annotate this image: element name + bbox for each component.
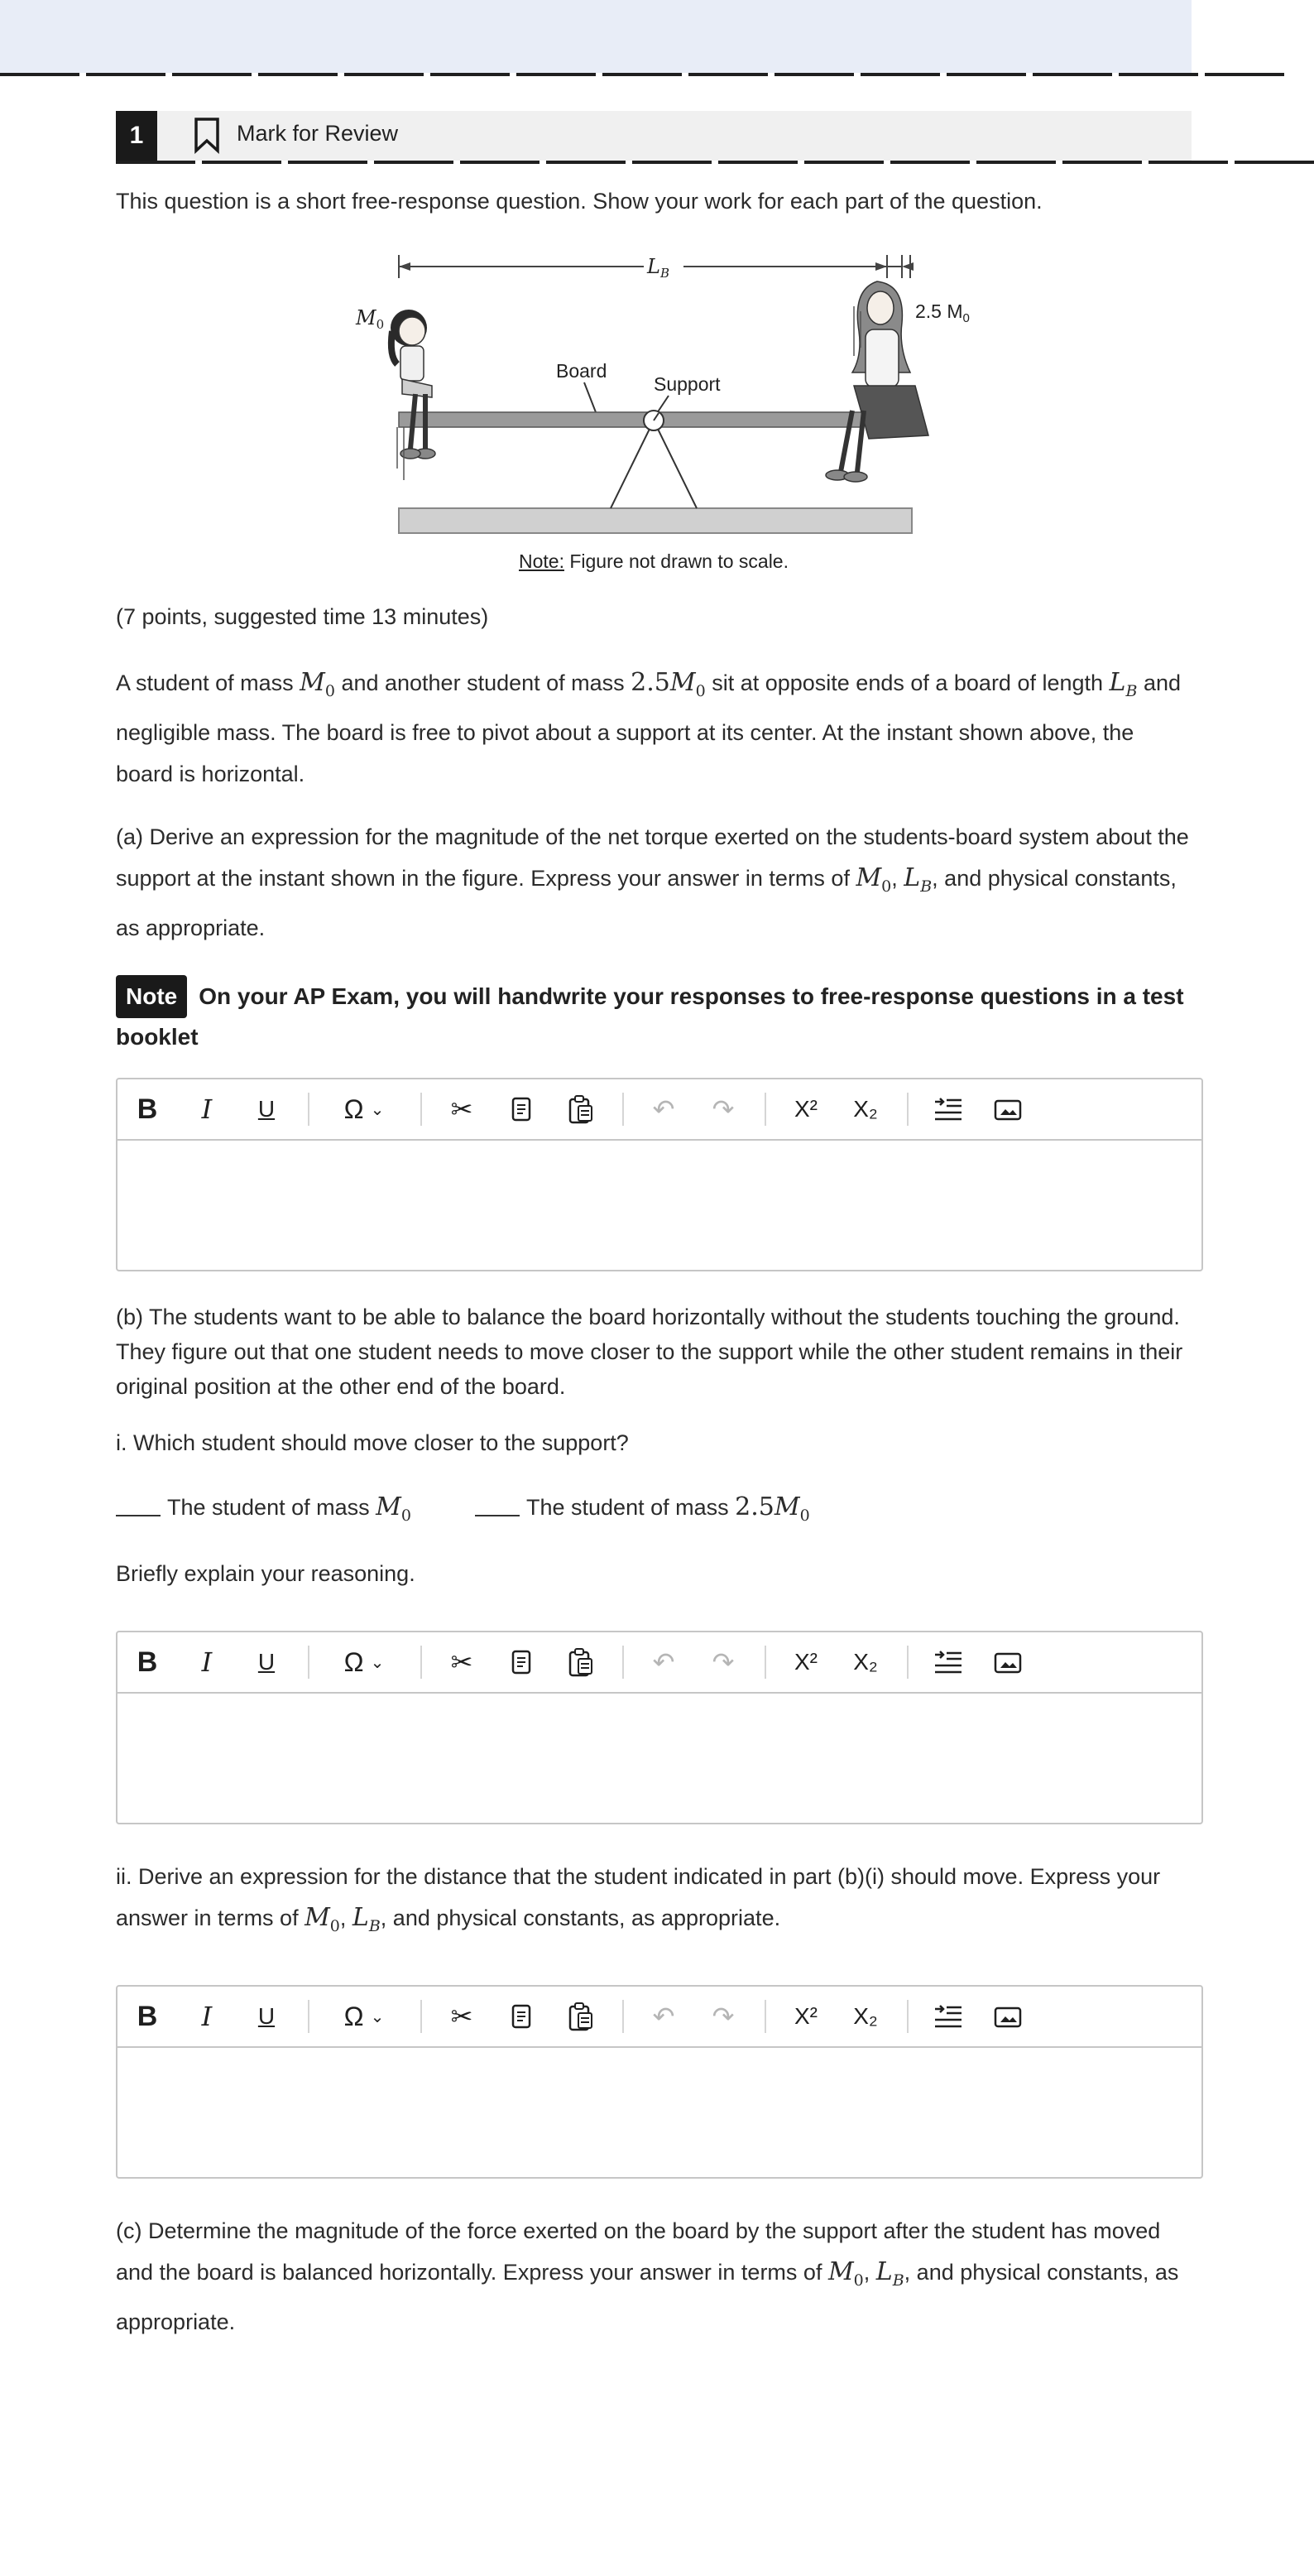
undo-icon[interactable]: ↶ [652,2002,675,2031]
top-band [0,0,1192,73]
indent-icon[interactable] [930,1091,966,1127]
part-b-ii-question: ii. Derive an expression for the distance that the student indicated in part (b)(i) should move. Express your answer in terms of $M_0$, $L_B$, and physical constants, as appropriate. [116,1864,1161,1935]
special-characters-button[interactable]: Ω ⌄ [343,1646,385,1677]
length-label: $L_B$ [647,255,669,281]
answer-choice-2-5m0[interactable]: The student of mass $2.5M_0$ [475,1487,971,1536]
response-textarea[interactable] [117,2048,1201,2177]
undo-icon[interactable]: ↶ [652,1647,675,1677]
seesaw-figure [339,232,970,588]
intro-text: This question is a short free-response question. Show your work for each part of the question. [116,189,1043,214]
underline-button[interactable]: U [257,1096,276,1122]
italic-button[interactable]: I [201,2001,213,2032]
subscript-button[interactable]: X₂ [853,1649,878,1675]
image-icon[interactable] [990,1091,1026,1127]
response-editor-a [116,1078,1203,1271]
editor-toolbar [117,1079,1201,1141]
subscript-button[interactable]: X₂ [853,1096,878,1122]
special-characters-button[interactable]: Ω ⌄ [343,2001,385,2031]
special-characters-button[interactable]: Ω ⌄ [343,1093,385,1124]
italic-button[interactable]: I [201,1093,213,1125]
blank-line [116,1515,161,1516]
editor-toolbar [117,1987,1201,2048]
bold-button[interactable]: B [137,1646,158,1678]
chevron-down-icon: ⌄ [370,2007,385,2026]
part-b-text: (b) The students want to be able to balance the board horizontally without the students touching the ground. They figure out that one student needs to move closer to the support while the other student remains in their original position at the other end of the board. [116,1305,1183,1399]
image-icon[interactable] [990,1998,1026,2035]
part-c-text: (c) Determine the magnitude of the force exerted on the board by the support after the student has moved and the board is balanced horizontally. Express your answer in terms of $M_0$, $L_B$, and physical constants, as appropriate. [116,2218,1179,2334]
board-label: Board [556,360,607,382]
cut-icon[interactable]: ✂ [450,1647,473,1677]
part-a-text: (a) Derive an expression for the magnitude of the net torque exerted on the students-board system about the support at the instant shown in the figure. Express your answer in terms of $M_0$, $L_B$, and physical constants, as appropriate. [116,824,1189,940]
undo-icon[interactable]: ↶ [652,1094,675,1124]
figure-note: Note: Figure not drawn to scale. [518,550,789,572]
chevron-down-icon: ⌄ [370,1653,385,1672]
top-dashed-divider [0,73,1192,78]
cut-icon[interactable]: ✂ [450,2002,473,2031]
right-mass-label: 2.5 $M_0$ [915,300,970,325]
image-icon[interactable] [990,1644,1026,1680]
superscript-button[interactable]: X² [794,2003,818,2029]
left-mass-label: $M_0$ [356,306,385,332]
question-stem: A student of mass $M_0$ and another student of mass $2.5M_0$ sit at opposite ends of a board of length $L_B$ and negligible mass. The board is free to pivot about a support at its center. At the instant shown above, the board is horizontal. [116,668,1181,786]
points-text: (7 points, suggested time 13 minutes) [116,604,489,629]
bold-button[interactable]: B [137,1093,158,1125]
exam-note: Note On your AP Exam, you will handwrite your responses to free-response questions in a test booklet [116,975,1192,1056]
editor-toolbar [117,1632,1201,1694]
underline-button[interactable]: U [257,2003,276,2029]
subscript-button[interactable]: X₂ [853,2003,878,2029]
redo-icon[interactable]: ↷ [712,1647,735,1677]
response-textarea[interactable] [117,1141,1201,1270]
note-badge: Note [116,975,187,1018]
mark-for-review-button[interactable]: Mark for Review [237,121,399,146]
indent-icon[interactable] [930,1998,966,2035]
cut-icon[interactable]: ✂ [450,1094,473,1124]
italic-button[interactable]: I [201,1646,213,1678]
copy-icon[interactable] [503,1644,540,1680]
question-number: 1 [116,111,157,161]
answer-choice-m0[interactable]: The student of mass $M_0$ [116,1487,1192,1536]
paste-icon[interactable] [563,1091,599,1127]
response-editor-b-i [116,1631,1203,1824]
response-textarea[interactable] [117,1694,1201,1823]
bookmark-icon[interactable] [194,117,220,153]
header-dashed-divider [116,161,1192,166]
chevron-down-icon: ⌄ [370,1100,385,1119]
part-b-i-question: i. Which student should move closer to the support? [116,1430,629,1455]
bold-button[interactable]: B [137,2000,158,2032]
response-editor-b-ii [116,1985,1203,2179]
explain-prompt: Briefly explain your reasoning. [116,1561,415,1586]
indent-icon[interactable] [930,1644,966,1680]
left-student-illustration [391,310,435,480]
superscript-button[interactable]: X² [794,1096,818,1122]
underline-button[interactable]: U [257,1649,276,1675]
right-student-illustration [826,281,928,482]
blank-line [475,1515,520,1516]
seesaw-diagram [339,232,970,546]
superscript-button[interactable]: X² [794,1649,818,1675]
paste-icon[interactable] [563,1998,599,2035]
copy-icon[interactable] [503,1091,540,1127]
copy-icon[interactable] [503,1998,540,2035]
support-label: Support [654,373,721,395]
redo-icon[interactable]: ↷ [712,1094,735,1124]
paste-icon[interactable] [563,1644,599,1680]
redo-icon[interactable]: ↷ [712,2002,735,2031]
